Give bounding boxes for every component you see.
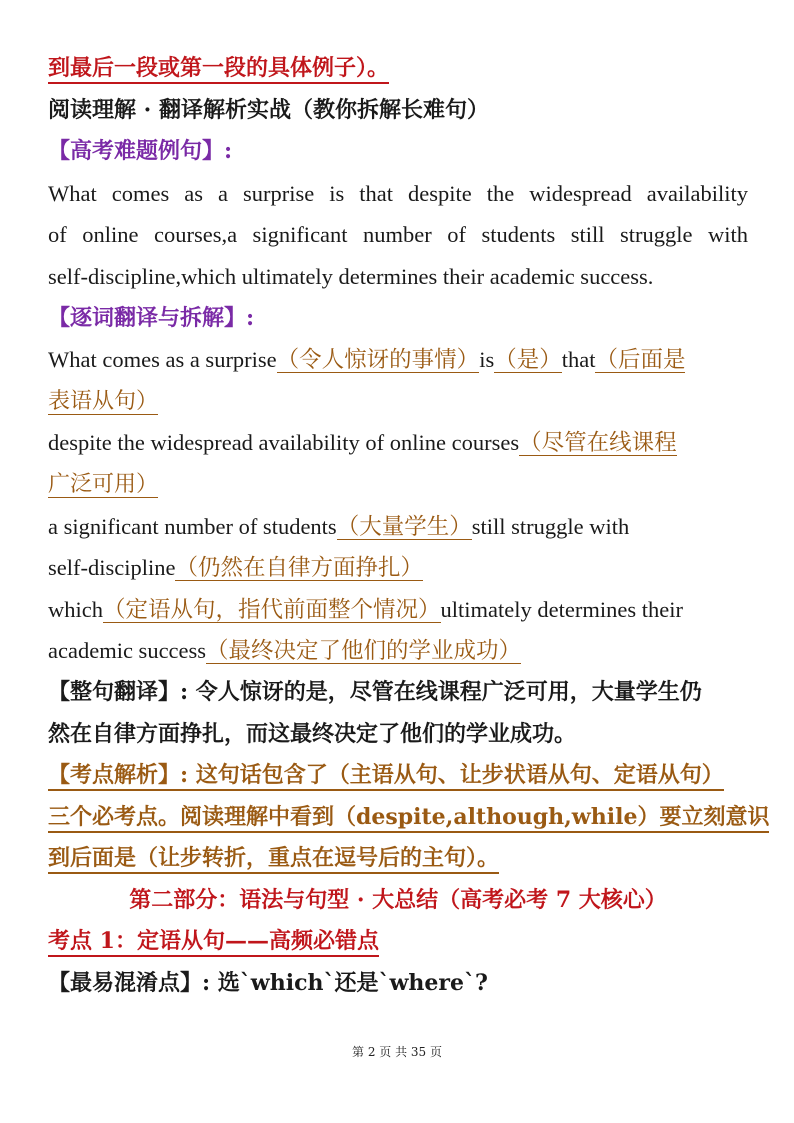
annotation: （后面是: [595, 347, 686, 373]
annotation: 广泛可用）: [48, 471, 159, 497]
key-point-line-1: [48, 755, 748, 797]
annotation: （最终决定了他们的学业成功）: [206, 638, 522, 664]
annotation: （大量学生）: [336, 513, 472, 539]
english-fragment: which: [48, 596, 103, 622]
breakdown-line-7: [48, 589, 748, 631]
annotation: 表语从句）: [48, 388, 159, 414]
breakdown-line-4: [48, 464, 748, 506]
english-fragment: a significant number of students: [48, 513, 337, 539]
english-fragment: What comes as a surprise: [48, 347, 277, 373]
example-sentence-line-3: self-discipline,which ultimately determines their academic success.: [48, 263, 654, 289]
label-word-breakdown: 【逐词翻译与拆解】:: [48, 304, 255, 331]
confusion-point-label: 【最易混淆点】: 选`which`还是`where`?: [48, 970, 488, 997]
example-sentence-line-1: What comes as a surprise is that despite the widespread availability: [48, 180, 748, 206]
section-heading-reading: 阅读理解 · 翻译解析实战（教你拆解长难句）: [48, 96, 489, 123]
annotation: （是）: [494, 347, 562, 373]
english-fragment: that: [561, 347, 596, 373]
text-line-1: [48, 48, 748, 90]
breakdown-line-1: [48, 339, 748, 381]
breakdown-line-5: [48, 506, 748, 548]
key-point-line-3: [48, 838, 748, 880]
full-translation-line-1: 【整句翻译】: 令人惊讶的是，尽管在线课程广泛可用，大量学生仍: [48, 678, 702, 705]
part-two-heading: 第二部分：语法与句型 · 大总结（高考必考 7 大核心）: [129, 886, 667, 913]
english-fragment: despite the widespread availability of online courses: [48, 430, 520, 456]
breakdown-line-8: [48, 630, 748, 672]
annotation: （定语从句，指代前面整个情况）: [103, 596, 441, 622]
label-example-sentence: 【高考难题例句】:: [48, 138, 233, 165]
topic-1-heading: [48, 921, 748, 963]
breakdown-line-6: [48, 547, 748, 589]
english-fragment: academic success: [48, 638, 207, 664]
example-sentence-line-2: of online courses,a significant number of students still struggle with: [48, 222, 748, 248]
english-fragment: still struggle with: [471, 513, 630, 539]
topic-1-title: 考点 1：定语从句——高频必错点: [48, 928, 379, 957]
breakdown-line-2: [48, 381, 748, 423]
key-point-line-2: [48, 797, 770, 839]
key-point-text: 【考点解析】: 这句话包含了（主语从句、让步状语从句、定语从句）: [48, 762, 724, 791]
breakdown-line-3: [48, 422, 748, 464]
english-fragment: is: [479, 347, 495, 373]
continued-sentence: 到最后一段或第一段的具体例子）。: [48, 55, 389, 84]
annotation: （令人惊讶的事情）: [276, 347, 480, 373]
english-fragment: self-discipline: [48, 555, 176, 581]
document-page: [48, 48, 770, 1005]
page-number-footer: 第 2 页 共 35 页: [352, 1045, 442, 1059]
annotation: （尽管在线课程: [519, 430, 677, 456]
key-point-text: 到后面是（让步转折，重点在逗号后的主句）。: [48, 845, 499, 874]
english-fragment: ultimately determines their: [440, 596, 683, 622]
annotation: （仍然在自律方面挣扎）: [175, 555, 423, 581]
full-translation-line-2: 然在自律方面挣扎，而这最终决定了他们的学业成功。: [48, 720, 577, 747]
key-point-text: 三个必考点。阅读理解中看到（despite,although,while）要立刻意识: [48, 804, 769, 833]
